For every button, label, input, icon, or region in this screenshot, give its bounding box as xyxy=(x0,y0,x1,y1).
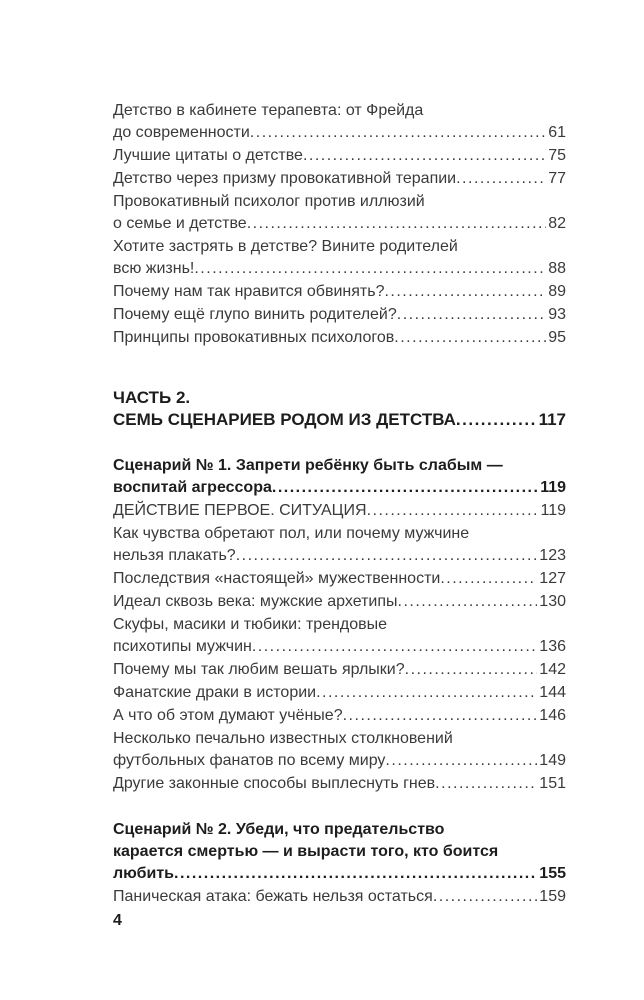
toc-entry xyxy=(113,387,566,431)
toc-page-ref: 146 xyxy=(539,707,566,724)
dot-leader xyxy=(405,659,538,681)
toc-entry-text: любить xyxy=(113,865,175,882)
toc-entry-text: Фанатские драки в истории xyxy=(113,684,317,701)
toc-entry-text: всю жизнь! xyxy=(113,260,195,277)
toc-entry xyxy=(113,728,566,772)
toc-page-ref: 159 xyxy=(539,888,566,905)
toc-entry-line xyxy=(113,477,566,499)
toc-entry-line xyxy=(113,886,566,908)
toc-entry-line xyxy=(113,100,566,122)
toc-entry xyxy=(113,191,566,235)
toc-page-ref: 93 xyxy=(548,306,566,323)
toc-entry-line xyxy=(113,659,566,681)
toc-entry-text: А что об этом думают учёные? xyxy=(113,707,343,724)
toc-entry-text: Лучшие цитаты о детстве xyxy=(113,147,303,164)
toc-page-ref: 144 xyxy=(539,684,566,701)
toc-entry xyxy=(113,773,566,795)
dot-leader xyxy=(397,304,546,326)
dot-leader xyxy=(250,122,546,144)
toc-entry-line xyxy=(113,728,566,750)
toc-entry-text: психотипы мужчин xyxy=(113,638,252,655)
toc-entry-text: Принципы провокативных психологов xyxy=(113,329,395,346)
toc-list xyxy=(113,100,566,908)
toc-entry xyxy=(113,100,566,144)
dot-leader xyxy=(433,886,537,908)
toc-entry-line xyxy=(113,455,566,477)
toc-page-ref: 82 xyxy=(548,215,566,232)
dot-leader xyxy=(385,750,537,772)
toc-entry xyxy=(113,614,566,658)
toc-page-ref: 136 xyxy=(539,638,566,655)
toc-entry xyxy=(113,455,566,499)
toc-entry-line xyxy=(113,819,566,841)
toc-entry-line xyxy=(113,304,566,326)
toc-entry xyxy=(113,591,566,613)
toc-entry-text: Как чувства обретают пол, или почему мужчине xyxy=(113,525,470,542)
toc-page-ref: 95 xyxy=(548,329,566,346)
dot-leader xyxy=(343,705,538,727)
toc-entry-text: карается смертью — и вырасти того, кто боится xyxy=(113,843,499,860)
toc-entry-line xyxy=(113,750,566,772)
toc-entry-line xyxy=(113,281,566,303)
toc-entry-text: Хотите застрять в детстве? Вините родителей xyxy=(113,238,458,255)
toc-entry-text: футбольных фанатов по всему миру xyxy=(113,752,386,769)
toc-entry-text: Другие законные способы выплеснуть гнев xyxy=(113,775,436,792)
toc-entry-line xyxy=(113,523,566,545)
toc-entry xyxy=(113,705,566,727)
dot-leader xyxy=(394,327,546,349)
toc-entry-text: Детство в кабинете терапевта: от Фрейда xyxy=(113,102,424,119)
toc-entry-text: СЕМЬ СЦЕНАРИЕВ РОДОМ ИЗ ДЕТСТВА xyxy=(113,410,456,429)
toc-entry-line xyxy=(113,409,566,431)
toc-entry xyxy=(113,682,566,704)
toc-page-ref: 119 xyxy=(540,502,566,519)
toc-entry-line xyxy=(113,191,566,213)
toc-entry xyxy=(113,168,566,190)
toc-entry-line xyxy=(113,636,566,658)
toc-page-ref: 142 xyxy=(539,661,566,678)
toc-entry xyxy=(113,327,566,349)
toc-page-ref: 130 xyxy=(539,593,566,610)
toc-entry-line xyxy=(113,545,566,567)
toc-entry-line xyxy=(113,682,566,704)
dot-leader xyxy=(194,258,546,280)
toc-page-ref: 149 xyxy=(539,752,566,769)
toc-entry-line xyxy=(113,500,566,522)
toc-entry-text: Сценарий № 1. Запрети ребёнку быть слабым — xyxy=(113,457,503,474)
toc-entry-text: Паническая атака: бежать нельзя остаться xyxy=(113,888,433,905)
toc-entry xyxy=(113,819,566,885)
page-number: 4 xyxy=(113,912,122,929)
toc-entry xyxy=(113,236,566,280)
toc-entry xyxy=(113,281,566,303)
toc-page-ref: 117 xyxy=(538,410,566,429)
dot-leader xyxy=(316,682,537,704)
toc-page-ref: 155 xyxy=(539,865,566,882)
toc-page-ref: 77 xyxy=(548,170,566,187)
dot-leader xyxy=(435,773,537,795)
dot-leader xyxy=(247,213,547,235)
dot-leader xyxy=(236,545,538,567)
toc-entry-line xyxy=(113,863,566,885)
toc-page-ref: 61 xyxy=(548,124,566,141)
toc-entry-text: ДЕЙСТВИЕ ПЕРВОЕ. СИТУАЦИЯ xyxy=(113,502,367,519)
toc-entry xyxy=(113,659,566,681)
toc-entry-line xyxy=(113,387,566,409)
toc-entry xyxy=(113,523,566,567)
toc-entry-text: до современности xyxy=(113,124,250,141)
toc-entry-line xyxy=(113,145,566,167)
toc-entry-text: Последствия «настоящей» мужественности xyxy=(113,570,441,587)
toc-entry-text: Провокативный психолог против иллюзий xyxy=(113,193,425,210)
toc-page-ref: 127 xyxy=(539,570,566,587)
toc-entry-text: Почему ещё глупо винить родителей? xyxy=(113,306,397,323)
dot-leader xyxy=(398,591,538,613)
dot-leader xyxy=(456,168,546,190)
toc-entry-text: Идеал сквозь века: мужские архетипы xyxy=(113,593,398,610)
dot-leader xyxy=(384,281,546,303)
toc-entry-text: воспитай агрессора xyxy=(113,479,272,496)
toc-entry-line xyxy=(113,327,566,349)
dot-leader xyxy=(174,863,537,885)
toc-page-ref: 151 xyxy=(539,775,566,792)
toc-entry-line xyxy=(113,122,566,144)
toc-entry xyxy=(113,886,566,908)
toc-entry-line xyxy=(113,614,566,636)
toc-page-ref: 88 xyxy=(548,260,566,277)
toc-page-ref: 119 xyxy=(540,479,566,496)
dot-leader xyxy=(252,636,537,658)
toc-entry xyxy=(113,304,566,326)
toc-entry-text: Сценарий № 2. Убеди, что предательство xyxy=(113,821,445,838)
dot-leader xyxy=(440,568,537,590)
toc-entry-text: о семье и детстве xyxy=(113,215,247,232)
toc-entry-line xyxy=(113,773,566,795)
toc-entry xyxy=(113,568,566,590)
toc-entry-text: Детство через призму провокативной терапии xyxy=(113,170,457,187)
toc-entry-text: Почему мы так любим вешать ярлыки? xyxy=(113,661,405,678)
dot-leader xyxy=(367,500,539,522)
toc-entry-line xyxy=(113,841,566,863)
dot-leader xyxy=(272,477,538,499)
toc-page-ref: 75 xyxy=(548,147,566,164)
dot-leader xyxy=(303,145,546,167)
toc-entry-text: нельзя плакать? xyxy=(113,547,236,564)
toc-entry-line xyxy=(113,591,566,613)
toc-entry-text: Скуфы, масики и тюбики: трендовые xyxy=(113,616,388,633)
toc-entry-line xyxy=(113,568,566,590)
toc-entry-line xyxy=(113,213,566,235)
toc-page-ref: 123 xyxy=(539,547,566,564)
toc-entry-text: Почему нам так нравится обвинять? xyxy=(113,283,385,300)
toc-entry-line xyxy=(113,258,566,280)
toc-entry-line xyxy=(113,236,566,258)
toc-page-ref: 89 xyxy=(548,283,566,300)
toc-entry-line xyxy=(113,705,566,727)
toc-entry xyxy=(113,145,566,167)
dot-leader xyxy=(456,409,537,431)
toc-entry xyxy=(113,500,566,522)
toc-entry-text: Несколько печально известных столкновений xyxy=(113,730,453,747)
toc-entry-line xyxy=(113,168,566,190)
toc-entry-text: ЧАСТЬ 2. xyxy=(113,388,191,407)
